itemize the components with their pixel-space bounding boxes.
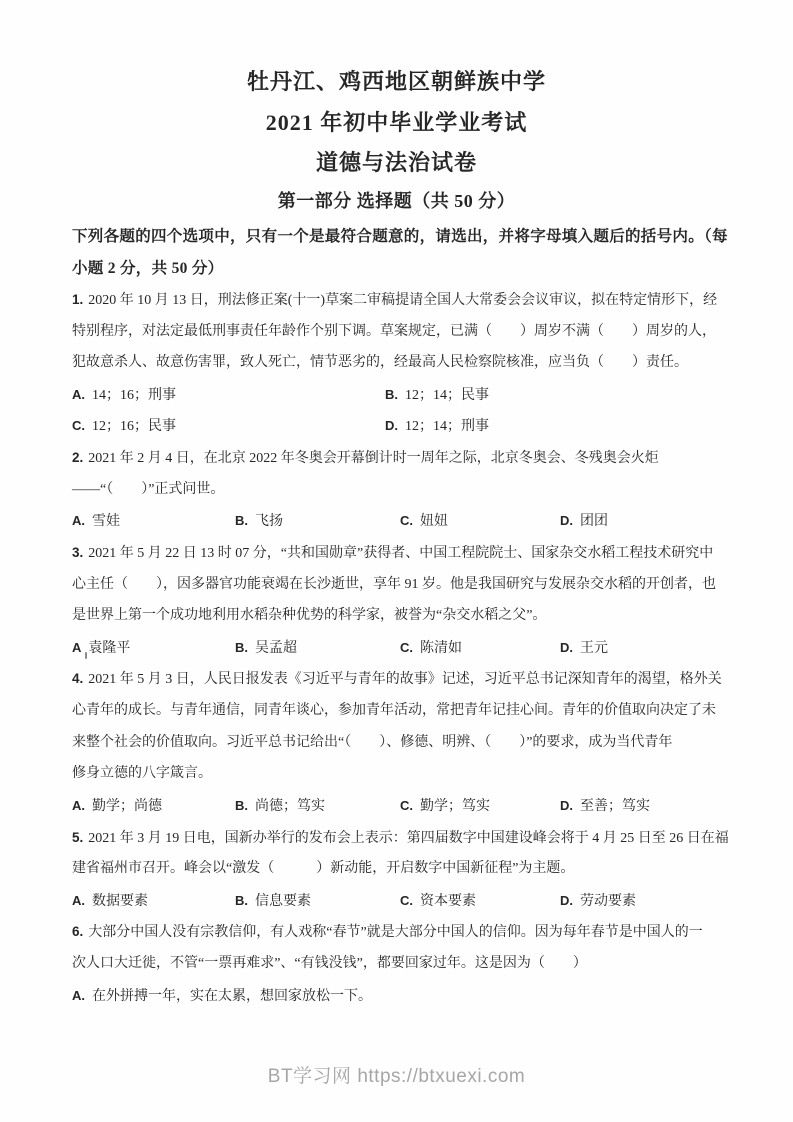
q3-option-c: C. 陈清如 [400,640,462,656]
section-heading: 第一部分 选择题（共 50 分） [277,191,516,211]
q2-option-a: A. 雪娃 [72,513,120,529]
question-6-text: 大部分中国人没有宗教信仰，有人戏称“春节”就是大部分中国人的信仰。因为每年春节是中国人的一 [88,925,703,940]
question-6-line-1 [72,916,750,948]
q1-option-a: A. 14；16；刑事 [72,387,176,403]
question-6-line-2: 次人口大迁徙，不管“一票再难求”、“有钱没钱”，都要回家过年。这是因为（ ） [72,956,587,971]
q5-option-b: B. 信息要素 [235,893,311,909]
question-5-text: 2021 年 3 月 19 日电，国新办举行的发布会上表示：第四届数字中国建设峰会将于 4 月 25 日至 26 日在福 [88,831,729,846]
question-5-options-row [72,885,750,917]
q2-option-c: C. 妞妞 [400,513,448,529]
instructions-line-1: 下列各题的四个选项中，只有一个是最符合题意的，请选出，并将字母填入题后的括号内。（每 [72,228,728,245]
q5-option-c: C. 资本要素 [400,893,476,909]
question-4-line-3: 来整个社会的价值取向。习近平总书记给出“（ ）、修德、明辨、（ ）”的要求，成为当代青年 [72,735,673,750]
q2-option-d: D. 团团 [560,513,608,529]
question-2-text: 2021 年 2 月 4 日，在北京 2022 年冬奥会开幕倒计时一周年之际，北京冬奥会、冬残奥会火炬 [88,451,659,466]
question-1-text: 2020 年 10 月 13 日，刑法修正案(十一)草案二审稿提请全国人大常委会会议审议，拟在特定情形下，经 [88,293,718,308]
question-1-line-1 [72,284,750,316]
scan-artifact-mark [85,652,87,659]
question-4-line-4: 修身立德的八字箴言。 [72,766,212,781]
watermark-text: BT学习网 https://btxuexi.com [267,1066,526,1087]
question-4-line-1 [72,663,750,695]
school-title: 牡丹江、鸡西地区朝鲜族中学 [246,69,546,94]
q1-option-c: C. 12；16；民事 [72,418,176,434]
question-3-line-2: 心主任（ ），因多器官功能衰竭在长沙逝世，享年 91 岁。他是我国研究与发展杂交水稻的开创者，也 [72,577,716,592]
question-3-text: 2021 年 5 月 22 日 13 时 07 分，“共和国勋章”获得者、中国工程院院士、国家杂交水稻工程技术研究中 [88,546,714,561]
question-4-text: 2021 年 5 月 3 日，人民日报发表《习近平与青年的故事》记述，习近平总书记深知青年的渴望，格外关 [88,672,722,687]
exam-title: 2021 年初中毕业学业考试 [265,110,528,135]
question-1-line-3: 犯故意杀人、故意伤害罪，致人死亡，情节恶劣的，经最高人民检察院核准，应当负（ ）责任。 [72,355,688,370]
question-3-line-1 [72,537,750,569]
q1-option-b: B. 12；14；民事 [385,387,489,403]
question-5-line-1 [72,822,750,854]
q4-option-c: C. 勤学；笃实 [400,798,490,814]
q3-option-d: D. 王元 [560,640,608,656]
question-4-number: 4. [72,671,84,686]
q4-option-b: B. 尚德；笃实 [235,798,325,814]
q3-option-b: B. 吴孟超 [235,640,297,656]
q6-option-a: A. 在外拼搏一年，实在太累，想回家放松一下。 [72,988,372,1004]
question-1-number: 1. [72,292,84,307]
question-2-options-row [72,505,750,537]
question-3-line-3: 是世界上第一个成功地利用水稻杂种优势的科学家，被誉为“杂交水稻之父”。 [72,608,547,623]
question-1-options-row-1 [72,379,750,411]
instructions-line-2: 小题 2 分，共 50 分） [72,260,224,277]
q4-option-a: A. 勤学；尚德 [72,798,162,814]
question-3-number: 3. [72,545,84,560]
question-2-line-2: ——“（ ）”正式问世。 [72,482,225,497]
q3-option-a: A 袁隆平 [72,640,131,656]
question-2-number: 2. [72,450,84,465]
q4-option-d: D. 至善；笃实 [560,798,650,814]
q5-option-d: D. 劳动要素 [560,893,636,909]
q5-option-a: A. 数据要素 [72,893,148,909]
q1-option-d: D. 12；14；刑事 [385,418,489,434]
q2-option-b: B. 飞扬 [235,513,283,529]
subject-title: 道德与法治试卷 [315,150,477,175]
question-3-options-row [72,632,750,664]
question-4-line-2: 心青年的成长。与青年通信，同青年谈心，参加青年活动，常把青年记挂心间。青年的价值取向决定了未 [72,703,716,718]
question-5-number: 5. [72,830,84,845]
question-1-line-2: 特别程序，对法定最低刑事责任年龄作个别下调。草案规定，已满（ ）周岁不满（ ）周岁的人， [72,324,716,339]
question-6-number: 6. [72,924,84,939]
question-4-options-row [72,790,750,822]
question-2-line-1 [72,442,750,474]
question-5-line-2: 建省福州市召开。峰会以“激发（ ）新动能，开启数字中国新征程”为主题。 [72,861,575,876]
question-1-options-row-2 [72,410,750,442]
